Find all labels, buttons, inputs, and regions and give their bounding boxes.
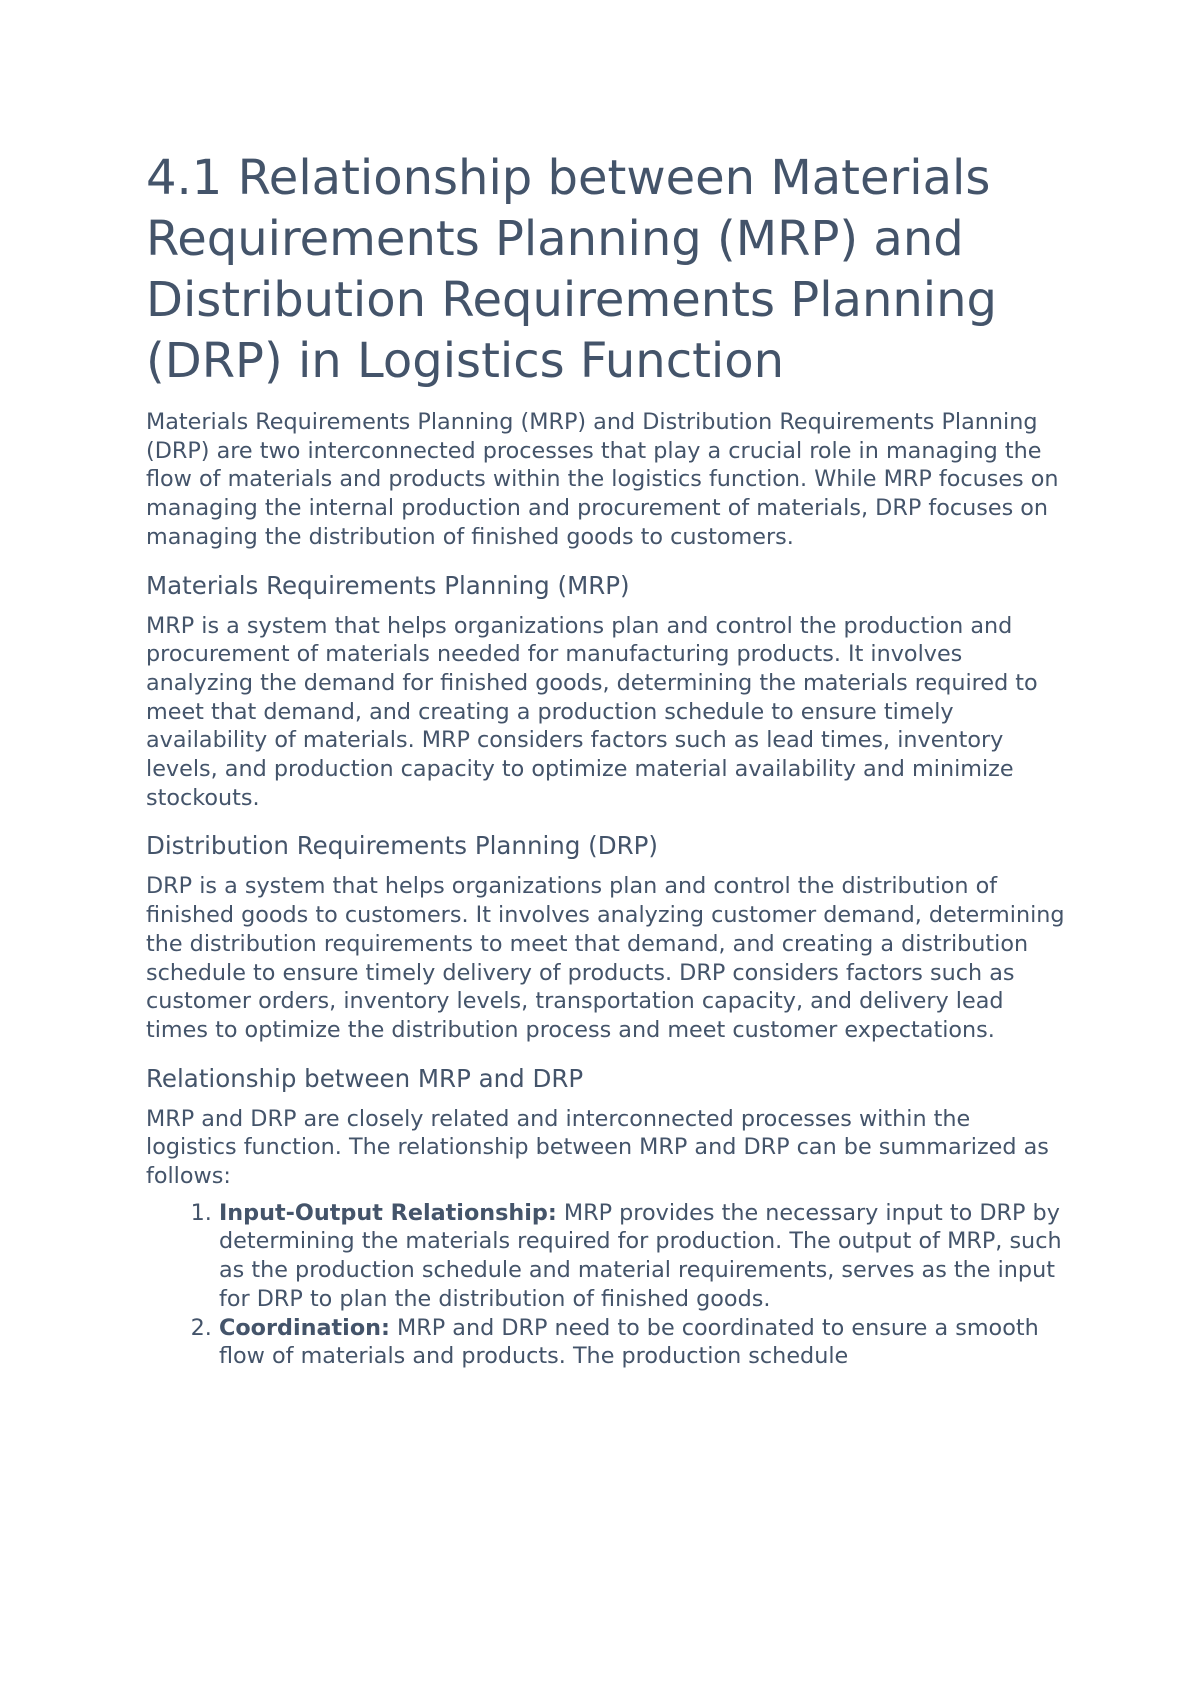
intro-paragraph: Materials Requirements Planning (MRP) and Distribution Requirements Planning (DRP) are two interconnected processes that play a crucial role in managing the flow of materials and products within the logistics function. While MRP focuses on managing the internal production and procurement of materials, DRP focuses on managing the distribution of finished goods to customers. [146, 409, 1059, 550]
list-item [219, 1199, 1066, 1314]
page-title: 4.1 Relationship between Materials Requirements Planning (MRP) and Distribution Requirements Planning (DRP) in Logistics Function [146, 150, 998, 389]
section-heading-mrp: Materials Requirements Planning (MRP) [146, 570, 630, 600]
section-body-mrp: MRP is a system that helps organizations plan and control the production and procurement of materials needed for manufacturing products. It involves analyzing the demand for finished goods, determining the materials required to meet that demand, and creating a production schedule to ensure timely availability of materials. MRP considers factors such as lead times, inventory levels, and production capacity to optimize material availability and minimize stockouts. [146, 612, 1038, 811]
document-page [146, 148, 1066, 1371]
section-heading-relationship: Relationship between MRP and DRP [146, 1063, 584, 1093]
list-item-term: Input-Output Relationship: [219, 1199, 557, 1226]
relationship-list [146, 1199, 1066, 1371]
list-item-term: Coordination: [219, 1314, 390, 1341]
list-item-text: MRP provides the necessary input to DRP by determining the materials required for production. The output of MRP, such as the production schedule and material requirements, serves as the input for DRP to plan the distribution of finished goods. [219, 1199, 1062, 1312]
section-body-relationship: MRP and DRP are closely related and interconnected processes within the logistics function. The relationship between MRP and DRP can be summarized as follows: [146, 1105, 1049, 1190]
list-item [219, 1314, 1066, 1371]
list-item-text: MRP and DRP need to be coordinated to ensure a smooth flow of materials and products. The production schedule [219, 1314, 1039, 1370]
section-body-drp: DRP is a system that helps organizations plan and control the distribution of finished goods to customers. It involves analyzing customer demand, determining the distribution requirements to meet that demand, and creating a distribution schedule to ensure timely delivery of products. DRP considers factors such as customer orders, inventory levels, transportation capacity, and delivery lead times to optimize the distribution process and meet customer expectations. [146, 873, 1065, 1043]
section-heading-drp: Distribution Requirements Planning (DRP) [146, 831, 658, 861]
